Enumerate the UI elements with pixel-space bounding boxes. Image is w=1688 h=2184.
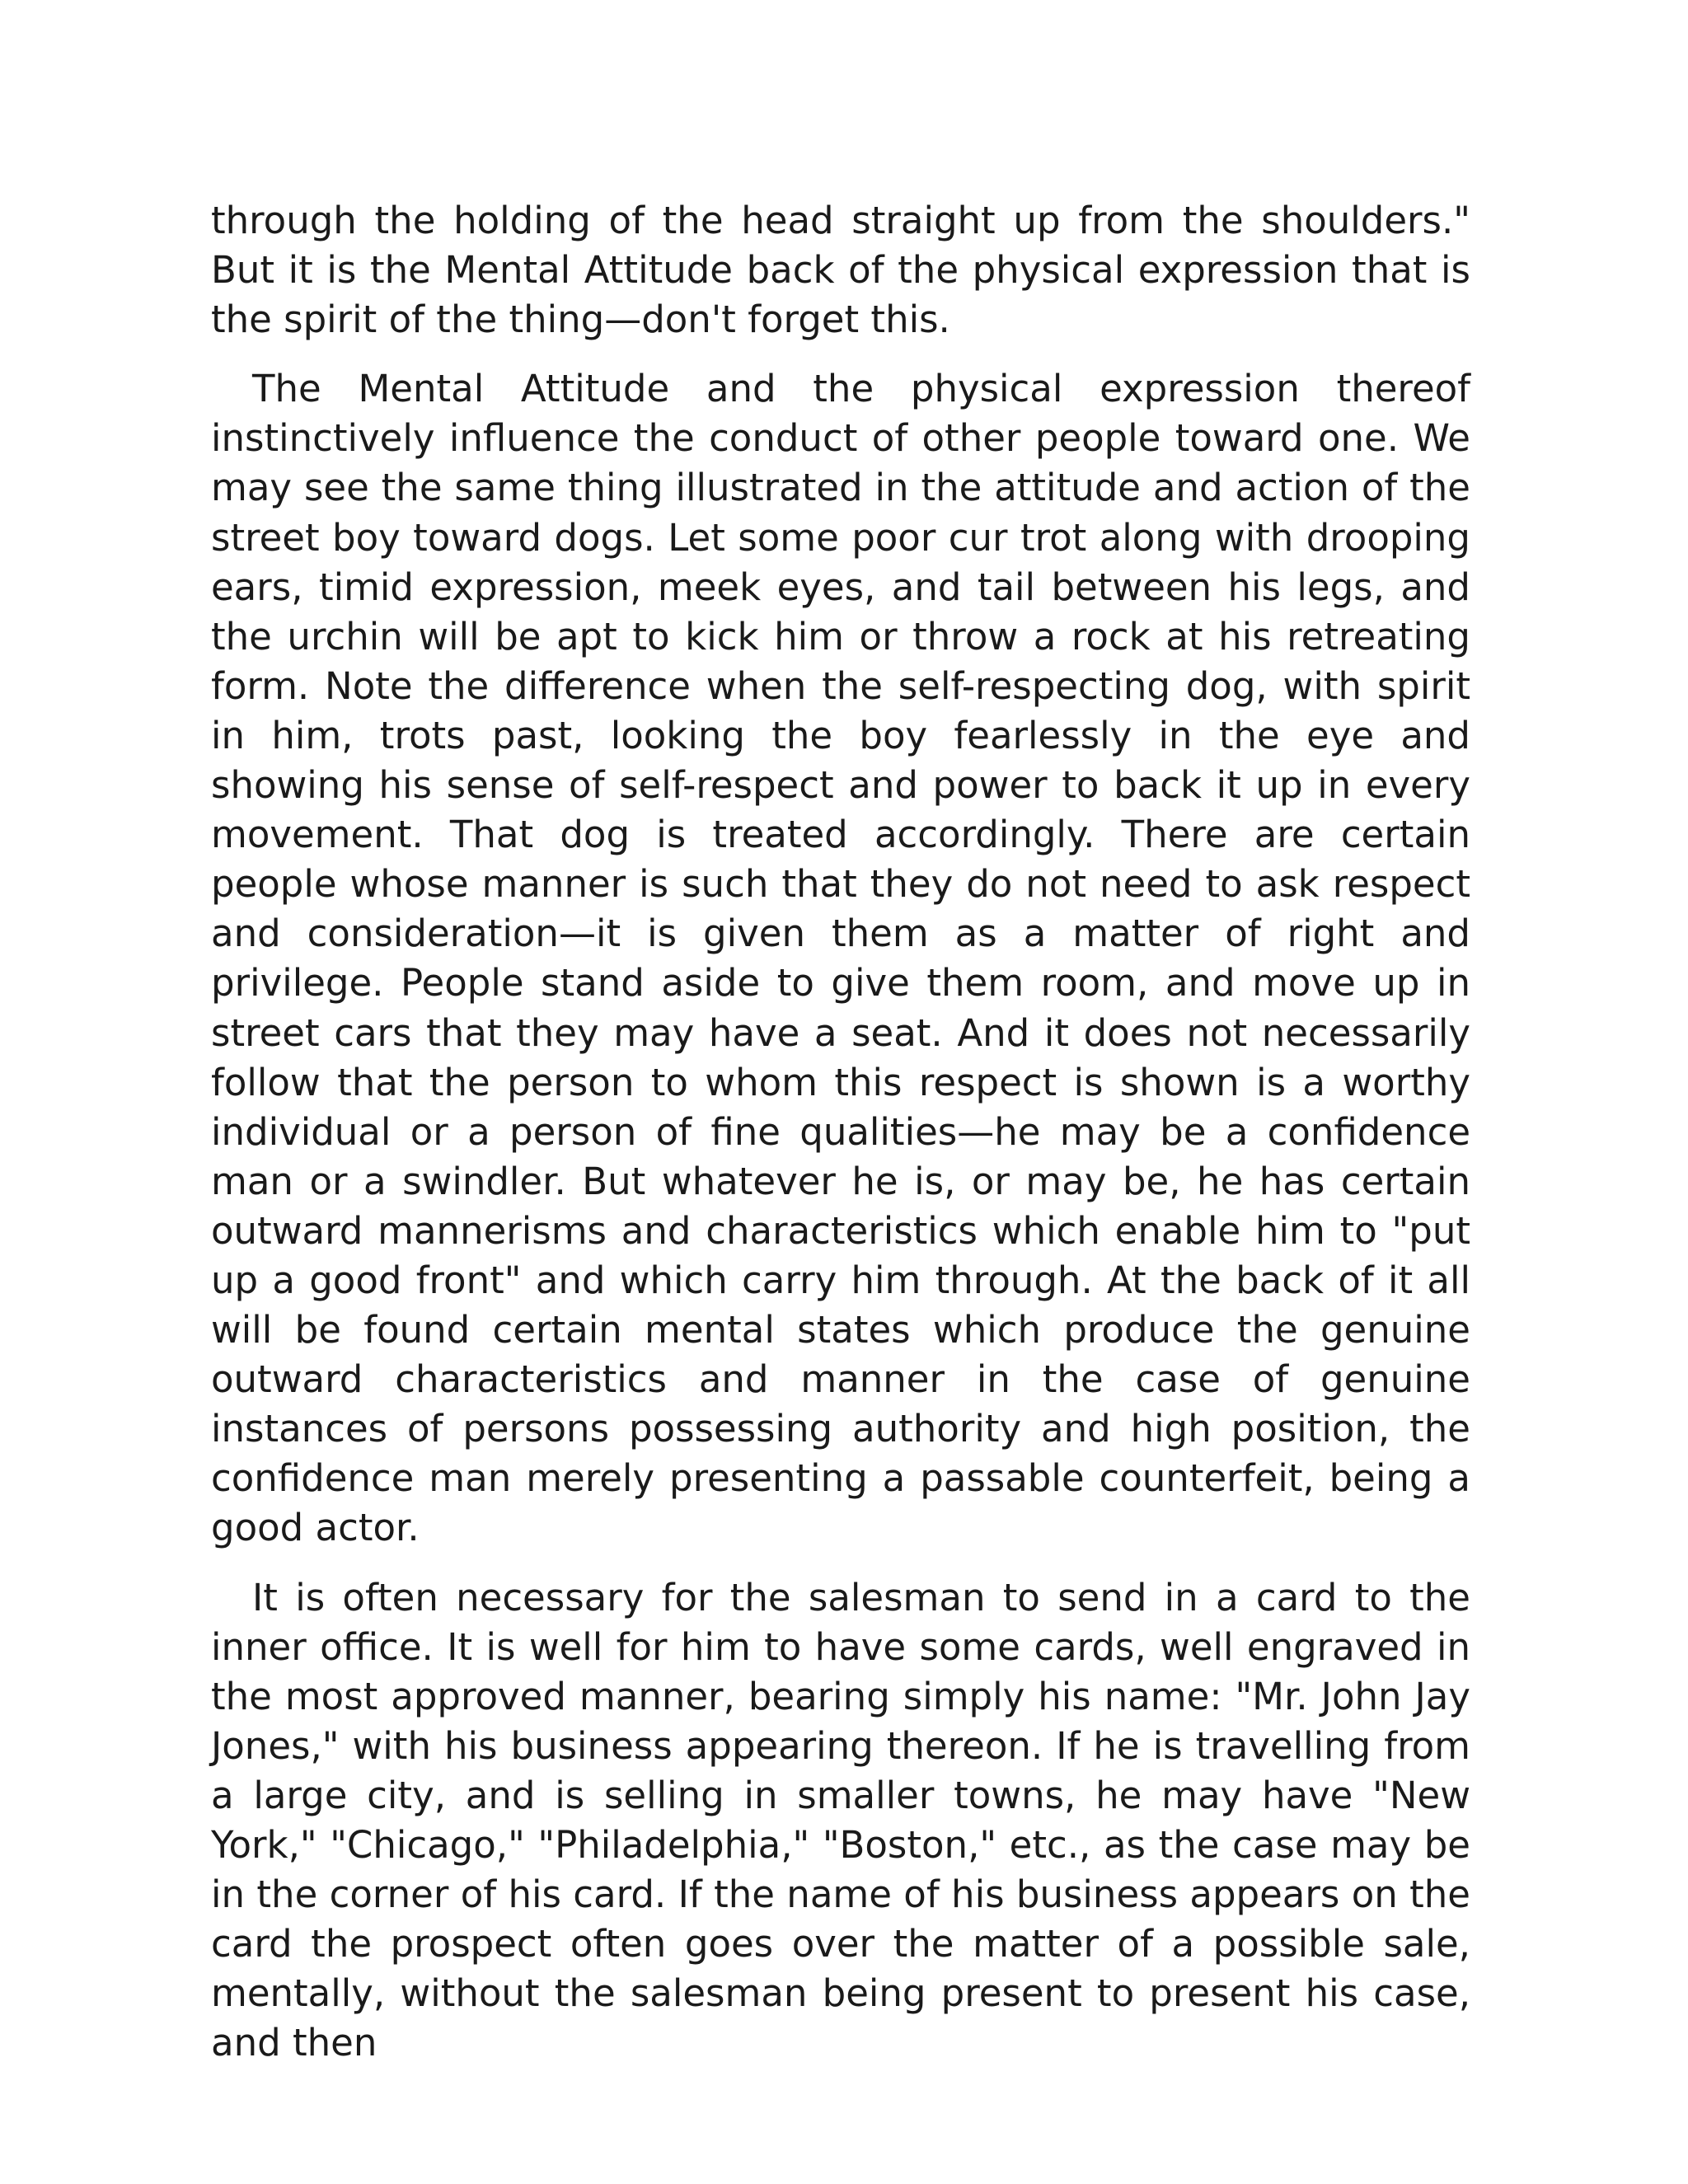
paragraph-continuation: through the holding of the head straight up from the shoulders." But it is the Mental Attitude back of the physical expression that is the spirit of the thing—don't forget this. <box>211 199 1470 342</box>
paragraph-business-card: It is often necessary for the salesman to send in a card to the inner office. It is well for him to have some cards, well engraved in the most approved manner, bearing simply his name: "Mr. John Jay Jones," with his business appearing thereon. If he is travelling from a large city, and is selling in smaller towns, he may have "New York," "Chicago," "Philadelphia," "Boston," etc., as the case may be in the corner of his card. If the name of his business appears on the card the prospect often goes over the matter of a possible sale, mentally, without the salesman being present to present his case, and then <box>211 1575 1470 2065</box>
paragraph-mental-attitude: The Mental Attitude and the physical expression thereof instinctively influence the conduct of other people toward one. We may see the same thing illustrated in the attitude and action of the street boy toward dogs. Let some poor cur trot along with drooping ears, timid expression, meek eyes, and tail between his legs, and the urchin will be apt to kick him or throw a rock at his retreating form. Note the difference when the self-respecting dog, with spirit in him, trots past, looking the boy fearlessly in the eye and showing his sense of self-respect and power to back it up in every movement. That dog is treated accordingly. There are certain people whose manner is such that they do not need to ask respect and consideration—it is given them as a matter of right and privilege. People stand aside to give them room, and move up in street cars that they may have a seat. And it does not necessarily follow that the person to whom this respect is shown is a worthy individual or a person of fine qualities—he may be a confidence man or a swindler. But whatever he is, or may be, he has certain outward mannerisms and characteristics which enable him to "put up a good front" and which carry him through. At the back of it all will be found certain mental states which produce the genuine outward characteristics and manner in the case of genuine instances of persons possessing authority and high position, the confidence man merely presenting a passable counterfeit, being a good actor. <box>211 367 1470 1550</box>
document-page <box>211 196 1470 2088</box>
